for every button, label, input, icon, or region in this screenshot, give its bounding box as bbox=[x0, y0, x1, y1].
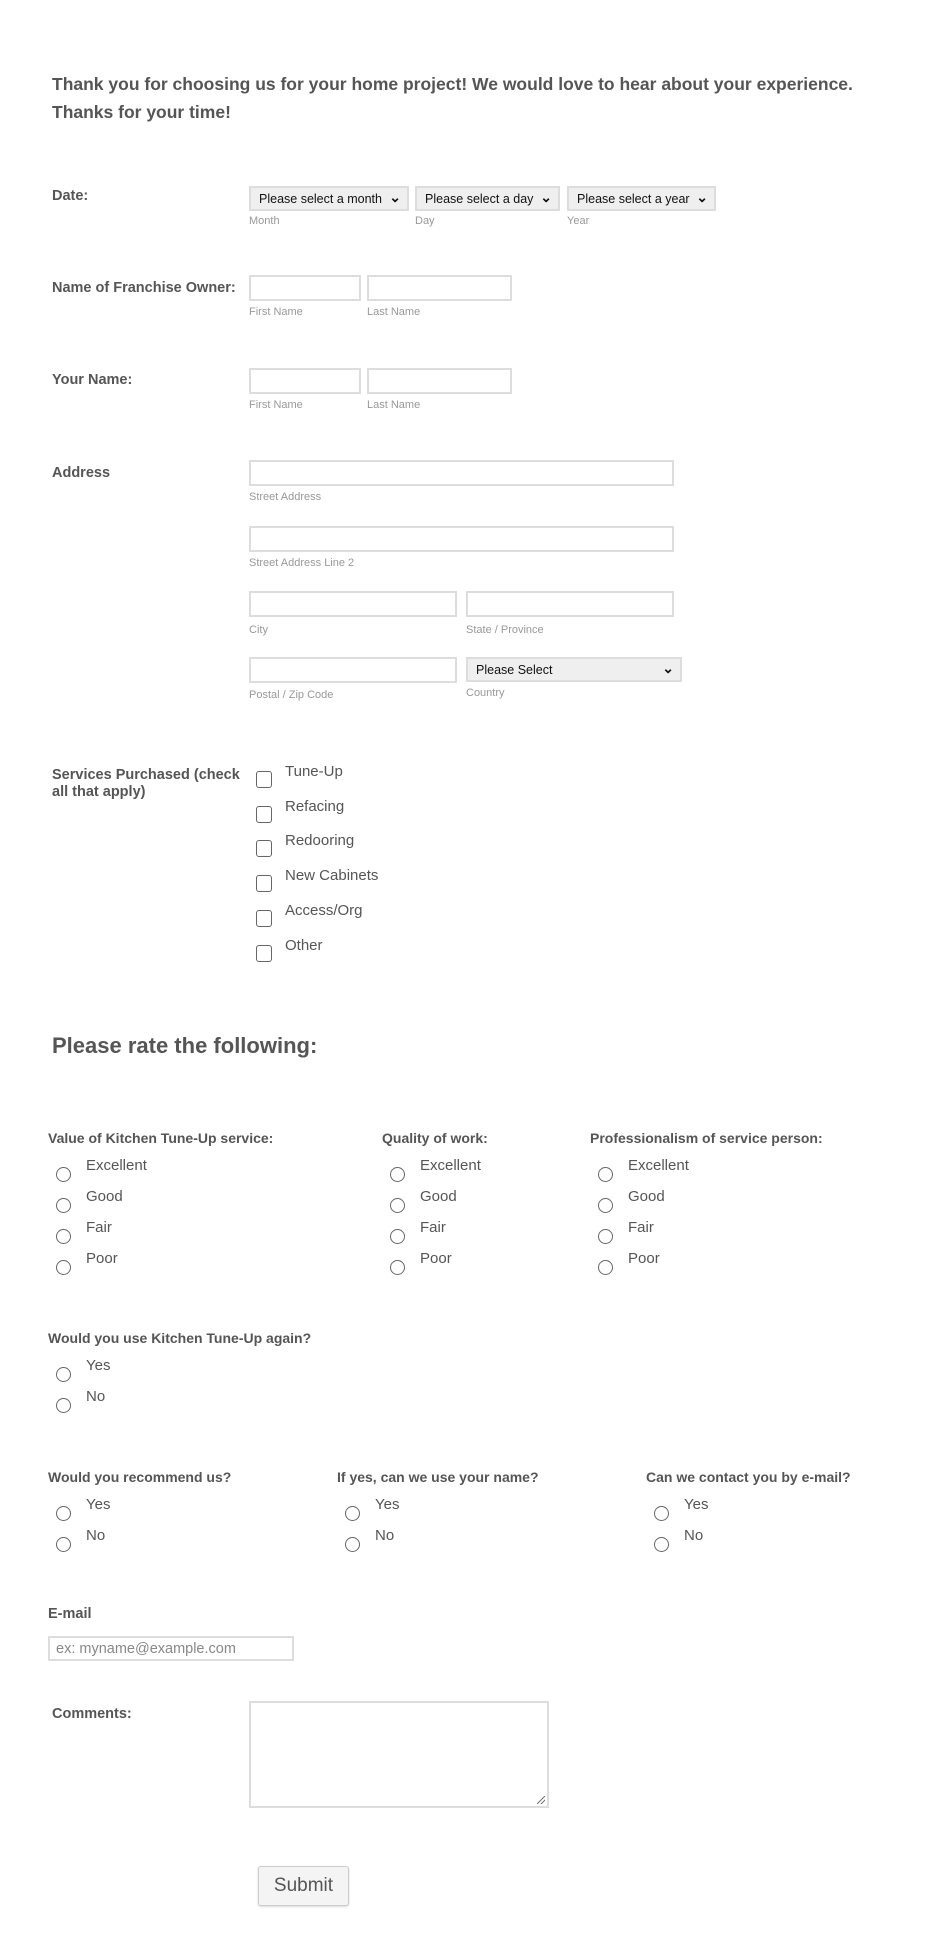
rating-question: Value of Kitchen Tune-Up service: bbox=[48, 1130, 274, 1146]
day-sublabel: Day bbox=[415, 215, 435, 227]
radio-option-label: No bbox=[86, 1527, 106, 1544]
service-option-label: Access/Org bbox=[285, 901, 363, 919]
your-first-sublabel: First Name bbox=[249, 399, 303, 411]
service-checkbox[interactable] bbox=[256, 875, 272, 892]
radio-option-label: No bbox=[86, 1388, 106, 1405]
radio-option-label: Excellent bbox=[86, 1157, 147, 1174]
intro-line-2: Thanks for your time! bbox=[52, 102, 231, 122]
street-address-2-sublabel: Street Address Line 2 bbox=[249, 557, 355, 569]
resize-grip-icon[interactable] bbox=[537, 1796, 545, 1804]
service-checkbox[interactable] bbox=[256, 910, 272, 927]
date-label: Date: bbox=[52, 188, 89, 204]
day-select-value: Please select a day bbox=[425, 192, 534, 206]
rating-question: Professionalism of service person: bbox=[590, 1130, 823, 1146]
radio-option-label: No bbox=[375, 1527, 395, 1544]
radio-option-label: Fair bbox=[420, 1219, 446, 1236]
radio-option-label: No bbox=[684, 1527, 704, 1544]
submit-button[interactable]: Submit bbox=[258, 1866, 349, 1906]
rating-question: Quality of work: bbox=[382, 1130, 488, 1146]
services-label: Services Purchased (check all that apply) bbox=[52, 767, 240, 800]
owner-first-sublabel: First Name bbox=[249, 306, 303, 318]
radio-button[interactable] bbox=[56, 1167, 71, 1182]
radio-option-label: Excellent bbox=[420, 1157, 481, 1174]
radio-button[interactable] bbox=[654, 1506, 669, 1521]
rating-question: Would you recommend us? bbox=[48, 1469, 232, 1485]
radio-option-label: Fair bbox=[86, 1219, 112, 1236]
email-label: E-mail bbox=[48, 1606, 92, 1622]
radio-option-label: Yes bbox=[375, 1496, 400, 1513]
month-select[interactable] bbox=[249, 186, 409, 211]
rating-section-title: Please rate the following: bbox=[52, 1033, 318, 1058]
owner-last-sublabel: Last Name bbox=[367, 306, 421, 318]
radio-button[interactable] bbox=[598, 1167, 613, 1182]
service-option-label: Other bbox=[285, 936, 323, 954]
radio-button[interactable] bbox=[390, 1229, 405, 1244]
zip-input[interactable] bbox=[249, 657, 457, 683]
chevron-down-icon: ⌄ bbox=[540, 189, 552, 205]
comments-label: Comments: bbox=[52, 1706, 132, 1722]
radio-button[interactable] bbox=[390, 1167, 405, 1182]
service-option-label: Refacing bbox=[285, 797, 345, 815]
radio-option-label: Yes bbox=[86, 1357, 111, 1374]
service-option-label: Redooring bbox=[285, 832, 355, 850]
radio-button[interactable] bbox=[390, 1198, 405, 1213]
street-address-sublabel: Street Address bbox=[249, 491, 322, 503]
city-input[interactable] bbox=[249, 591, 457, 617]
month-select-value: Please select a month bbox=[259, 192, 382, 206]
radio-button[interactable] bbox=[345, 1537, 360, 1552]
chevron-down-icon: ⌄ bbox=[662, 660, 674, 676]
rating-question: Can we contact you by e-mail? bbox=[646, 1469, 851, 1485]
country-select[interactable] bbox=[466, 657, 682, 682]
your-last-sublabel: Last Name bbox=[367, 399, 421, 411]
radio-option-label: Fair bbox=[628, 1219, 654, 1236]
email-input[interactable]: ex: myname@example.com bbox=[48, 1636, 294, 1661]
country-select-value: Please Select bbox=[476, 663, 553, 677]
service-checkbox[interactable] bbox=[256, 840, 272, 857]
owner-first-name-input[interactable] bbox=[249, 275, 361, 301]
intro-line-1: Thank you for choosing us for your home project! We would love to hear about your experience. bbox=[52, 74, 853, 94]
radio-button[interactable] bbox=[56, 1537, 71, 1552]
service-checkbox[interactable] bbox=[256, 771, 272, 788]
chevron-down-icon: ⌄ bbox=[389, 189, 401, 205]
owner-last-name-input[interactable] bbox=[367, 275, 512, 301]
franchise-owner-label: Name of Franchise Owner: bbox=[52, 280, 236, 296]
year-sublabel: Year bbox=[567, 215, 590, 227]
state-sublabel: State / Province bbox=[466, 624, 544, 636]
comments-textarea[interactable] bbox=[249, 1701, 549, 1808]
radio-button[interactable] bbox=[56, 1506, 71, 1521]
rating-question: Would you use Kitchen Tune-Up again? bbox=[48, 1330, 312, 1346]
your-name-label: Your Name: bbox=[52, 372, 133, 388]
radio-button[interactable] bbox=[56, 1198, 71, 1213]
radio-option-label: Good bbox=[628, 1188, 665, 1205]
zip-sublabel: Postal / Zip Code bbox=[249, 689, 334, 701]
rating-question: If yes, can we use your name? bbox=[337, 1469, 539, 1485]
radio-option-label: Poor bbox=[420, 1250, 452, 1267]
radio-button[interactable] bbox=[654, 1537, 669, 1552]
address-label: Address bbox=[52, 465, 111, 481]
service-option-label: New Cabinets bbox=[285, 867, 379, 885]
year-select[interactable] bbox=[567, 186, 716, 211]
service-option-label: Tune-Up bbox=[285, 763, 343, 780]
country-sublabel: Country bbox=[466, 687, 505, 699]
radio-button[interactable] bbox=[390, 1260, 405, 1275]
radio-button[interactable] bbox=[56, 1260, 71, 1275]
street-address-2-input[interactable] bbox=[249, 526, 674, 552]
radio-option-label: Poor bbox=[86, 1250, 118, 1267]
your-last-name-input[interactable] bbox=[367, 368, 512, 394]
radio-button[interactable] bbox=[598, 1229, 613, 1244]
radio-button[interactable] bbox=[598, 1260, 613, 1275]
radio-button[interactable] bbox=[598, 1198, 613, 1213]
city-sublabel: City bbox=[249, 624, 268, 636]
radio-button[interactable] bbox=[56, 1367, 71, 1382]
radio-option-label: Good bbox=[420, 1188, 457, 1205]
day-select[interactable] bbox=[415, 186, 560, 211]
radio-option-label: Excellent bbox=[628, 1157, 689, 1174]
radio-button[interactable] bbox=[56, 1398, 71, 1413]
radio-option-label: Poor bbox=[628, 1250, 660, 1267]
your-first-name-input[interactable] bbox=[249, 368, 361, 394]
state-input[interactable] bbox=[466, 591, 674, 617]
service-checkbox[interactable] bbox=[256, 806, 272, 823]
radio-button[interactable] bbox=[345, 1506, 360, 1521]
chevron-down-icon: ⌄ bbox=[696, 189, 708, 205]
radio-option-label: Good bbox=[86, 1188, 123, 1205]
service-checkbox[interactable] bbox=[256, 945, 272, 962]
radio-option-label: Yes bbox=[86, 1496, 111, 1513]
radio-option-label: Yes bbox=[684, 1496, 709, 1513]
intro-text bbox=[52, 70, 912, 126]
month-sublabel: Month bbox=[249, 215, 280, 227]
radio-button[interactable] bbox=[56, 1229, 71, 1244]
street-address-input[interactable] bbox=[249, 460, 674, 486]
year-select-value: Please select a year bbox=[577, 192, 690, 206]
